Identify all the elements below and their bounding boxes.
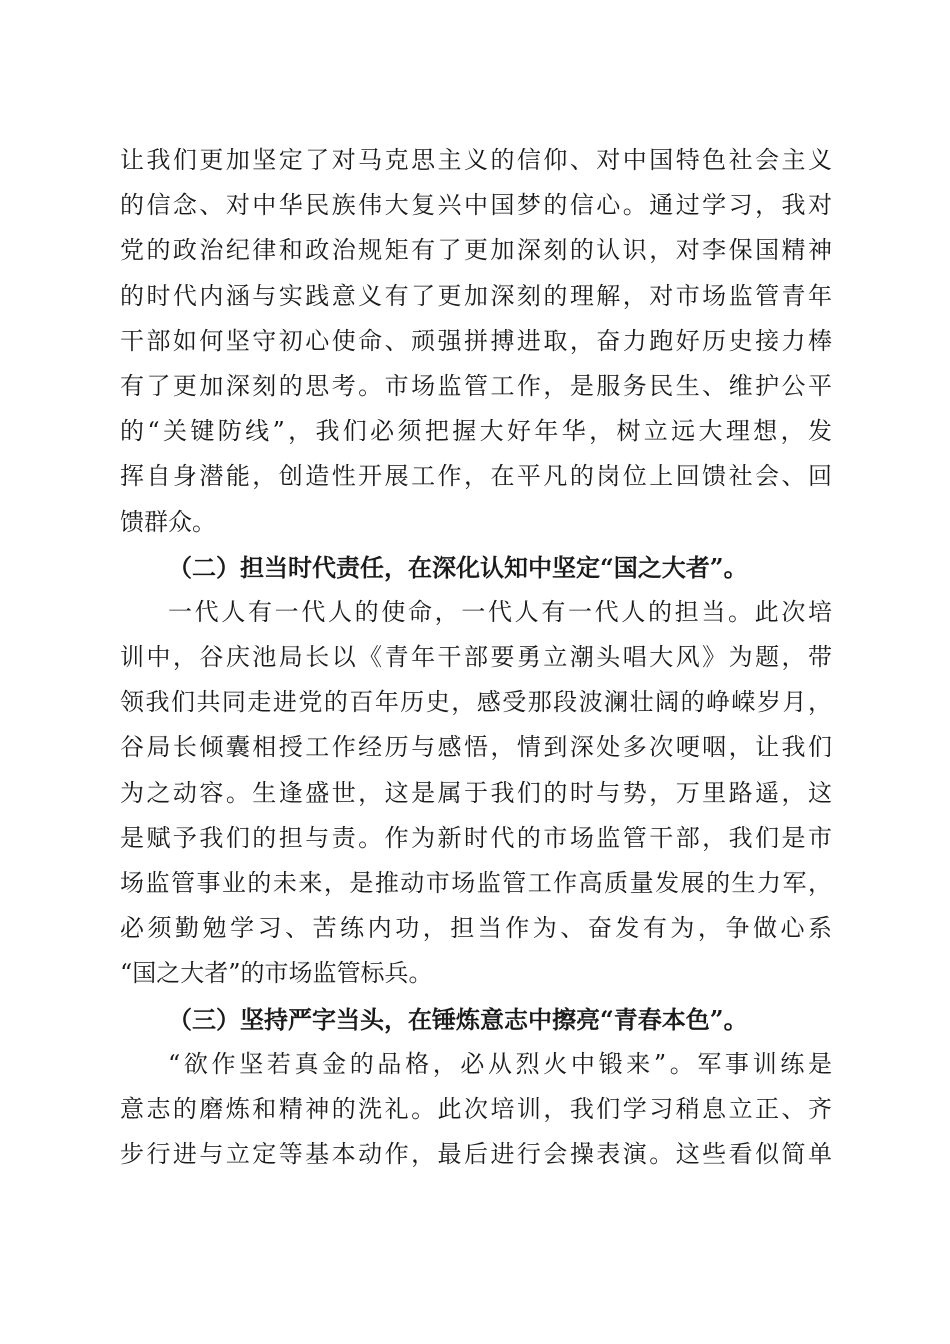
section-heading-3 xyxy=(120,997,832,1042)
paragraph-2 xyxy=(120,590,832,997)
text-line: 有了更加深刻的思考。市场监管工作，是服务民生、维护公平 xyxy=(120,371,832,400)
text-line: 场监管事业的未来，是推动市场监管工作高质量发展的生力军， xyxy=(120,869,832,897)
text-line: 挥自身潜能，创造性开展工作，在平凡的岗位上回馈社会、回 xyxy=(120,462,832,491)
text-line: 馈群众。 xyxy=(120,507,216,536)
section-heading-2 xyxy=(120,545,832,590)
section-heading: （二）担当时代责任，在深化认知中坚定“国之大者”。 xyxy=(168,552,748,582)
text-line: 的信念、对中华民族伟大复兴中国梦的信心。通过学习，我对 xyxy=(120,191,832,220)
text-line: “国之大者”的市场监管标兵。 xyxy=(120,959,433,988)
text-line: 是赋予我们的担与责。作为新时代的市场监管干部，我们是市 xyxy=(120,823,832,852)
text-line: 步行进与立定等基本动作，最后进行会操表演。这些看似简单 xyxy=(120,1140,832,1169)
document-page xyxy=(120,138,832,1177)
paragraph-1 xyxy=(120,138,832,545)
text-line: 为之动容。生逢盛世，这是属于我们的时与势，万里路遥，这 xyxy=(120,778,832,807)
text-line: 谷局长倾囊相授工作经历与感悟，情到深处多次哽咽，让我们 xyxy=(120,733,832,762)
text-line: 领我们共同走进党的百年历史，感受那段波澜壮阔的峥嵘岁月， xyxy=(120,688,832,717)
text-line: 让我们更加坚定了对马克思主义的信仰、对中国特色社会主义 xyxy=(120,146,832,174)
text-line: “欲作坚若真金的品格，必从烈火中锻来”。军事训练是 xyxy=(168,1049,832,1078)
text-line: 的“关键防线”，我们必须把握大好年华，树立远大理想，发 xyxy=(120,417,832,446)
text-line: 党的政治纪律和政治规矩有了更加深刻的认识，对李保国精神 xyxy=(120,236,832,265)
text-line: 必须勤勉学习、苦练内功，担当作为、奋发有为，争做心系 xyxy=(120,914,832,943)
text-line: 干部如何坚守初心使命、顽强拼搏进取，奋力跑好历史接力棒 xyxy=(120,326,832,355)
text-line: 意志的磨炼和精神的洗礼。此次培训，我们学习稍息立正、齐 xyxy=(120,1094,832,1123)
text-line: 一代人有一代人的使命，一代人有一代人的担当。此次培 xyxy=(168,597,832,626)
section-heading: （三）坚持严字当头，在锤炼意志中擦亮“青春本色”。 xyxy=(168,1004,748,1034)
paragraph-3 xyxy=(120,1042,832,1178)
text-line: 训中，谷庆池局长以《青年干部要勇立潮头唱大风》为题，带 xyxy=(120,643,832,672)
text-line: 的时代内涵与实践意义有了更加深刻的理解，对市场监管青年 xyxy=(120,281,832,310)
